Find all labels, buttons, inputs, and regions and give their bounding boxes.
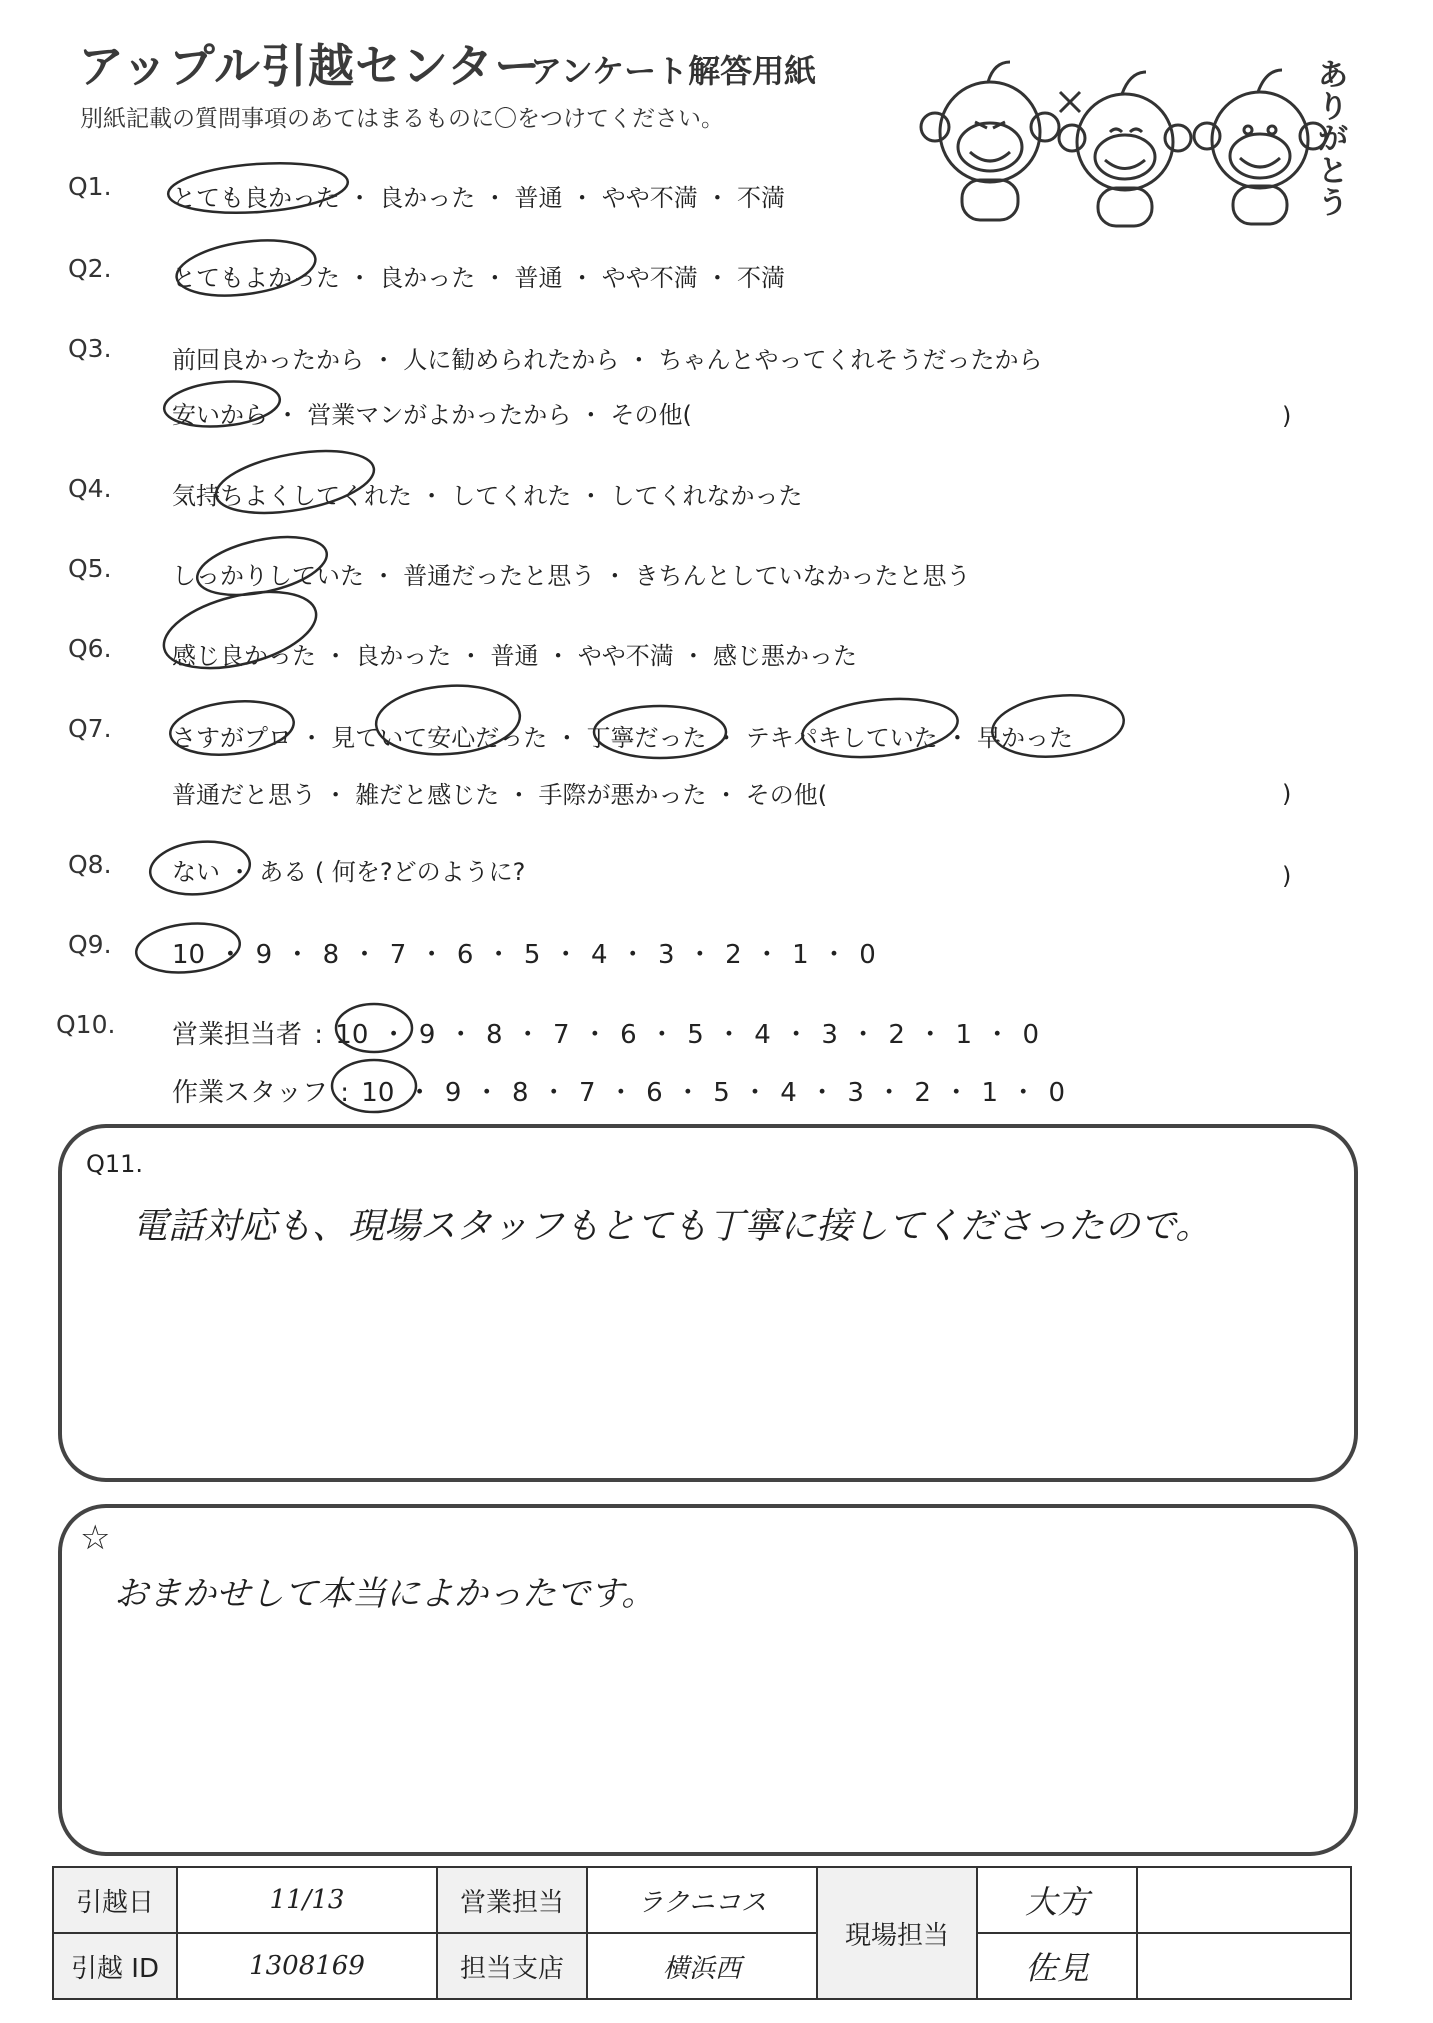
q10-sales-scale: 営業担当者 : 10 ・ 9 ・ 8 ・ 7 ・ 6 ・ 5 ・ 4 ・ 3 ・ 2 ・ 1 ・ 0 <box>172 1020 1040 1050</box>
monkey-mascot-3 <box>1194 70 1326 224</box>
star-icon: ☆ <box>80 1518 111 1558</box>
site-staff-extra-cell-1 <box>1137 1867 1351 1933</box>
q4-options: 気持ちよくしてくれた ・ してくれた ・ してくれなかった <box>172 482 803 510</box>
sales-rep-label: 営業担当 <box>437 1867 587 1933</box>
q9-label: Q9. <box>68 930 112 959</box>
q11-handwritten-answer: 電話対応も、現場スタッフもとても丁寧に接してくださったので。 <box>132 1206 1212 1247</box>
q7-options-line1: さすがプロ ・ 見ていて安心だった ・ 丁寧だった ・ テキパキしていた ・ 早かった <box>172 724 1074 752</box>
comment-handwritten-answer: おまかせして本当によかったです。 <box>114 1574 656 1614</box>
company-title: アップル引越センター <box>78 39 542 93</box>
q5-label: Q5. <box>68 554 112 583</box>
mascot-caption: ありがとう <box>1318 58 1348 221</box>
q9-scale: 10 ・ 9 ・ 8 ・ 7 ・ 6 ・ 5 ・ 4 ・ 3 ・ 2 ・ 1 ・ 0 <box>172 940 876 970</box>
monkey-mascot-1 <box>921 62 1059 220</box>
instructions: 別紙記載の質問事項のあてはまるものに〇をつけてください。 <box>80 106 724 132</box>
q3-options-line2: 安いから ・ 営業マンがよかったから ・ その他( <box>172 401 692 429</box>
q3-options-line1: 前回良かったから ・ 人に勧められたから ・ ちゃんとやってくれそうだったから <box>172 346 1043 374</box>
monkey-mascot-2 <box>1059 72 1191 226</box>
q8-label: Q8. <box>68 850 112 879</box>
move-date-value: 11/13 <box>177 1867 437 1933</box>
site-staff-extra-cell-2 <box>1137 1933 1351 1999</box>
q10-label: Q10. <box>56 1010 116 1039</box>
comment-box <box>58 1504 1358 1856</box>
site-staff-label: 現場担当 <box>817 1867 977 1999</box>
q7-label: Q7. <box>68 714 112 743</box>
form-subtitle: アンケート解答用紙 <box>530 52 817 90</box>
q7-options-line2: 普通だと思う ・ 雑だと感じた ・ 手際が悪かった ・ その他( <box>172 781 828 809</box>
move-id-value: 1308169 <box>177 1933 437 1999</box>
site-staff-2-value: 佐見 <box>977 1933 1137 1999</box>
q1-label: Q1. <box>68 172 112 201</box>
q10-staff-scale: 作業スタッフ : 10 ・ 9 ・ 8 ・ 7 ・ 6 ・ 5 ・ 4 ・ 3 ・ 2 ・ 1 ・ 0 <box>172 1078 1066 1108</box>
q1-options: とても良かった ・ 良かった ・ 普通 ・ やや不満 ・ 不満 <box>172 184 786 212</box>
q4-label: Q4. <box>68 474 112 503</box>
q2-options: とてもよかった ・ 良かった ・ 普通 ・ やや不満 ・ 不満 <box>172 264 786 292</box>
q3-close-paren: ) <box>1282 402 1292 430</box>
q5-options: しっかりしていた ・ 普通だったと思う ・ きちんとしていなかったと思う <box>172 562 971 590</box>
site-staff-1-value: 大方 <box>977 1867 1137 1933</box>
move-date-label: 引越日 <box>53 1867 177 1933</box>
q8-close-paren: ) <box>1282 862 1292 890</box>
q8-options: ない ・ ある ( 何を?どのように? <box>172 858 526 886</box>
move-info-table <box>52 1866 1352 2000</box>
q2-label: Q2. <box>68 254 112 283</box>
q7-close-paren: ) <box>1282 780 1292 808</box>
branch-value: 横浜西 <box>587 1933 817 1999</box>
sales-rep-value: ラクニコス <box>587 1867 817 1933</box>
q3-label: Q3. <box>68 334 112 363</box>
branch-label: 担当支店 <box>437 1933 587 1999</box>
move-id-label: 引越 ID <box>53 1933 177 1999</box>
q6-options: 感じ良かった ・ 良かった ・ 普通 ・ やや不満 ・ 感じ悪かった <box>172 642 858 670</box>
q6-label: Q6. <box>68 634 112 663</box>
q11-answer-box <box>58 1124 1358 1482</box>
monkey-mascot-illustration <box>900 52 1350 232</box>
q11-label: Q11. <box>86 1150 144 1178</box>
